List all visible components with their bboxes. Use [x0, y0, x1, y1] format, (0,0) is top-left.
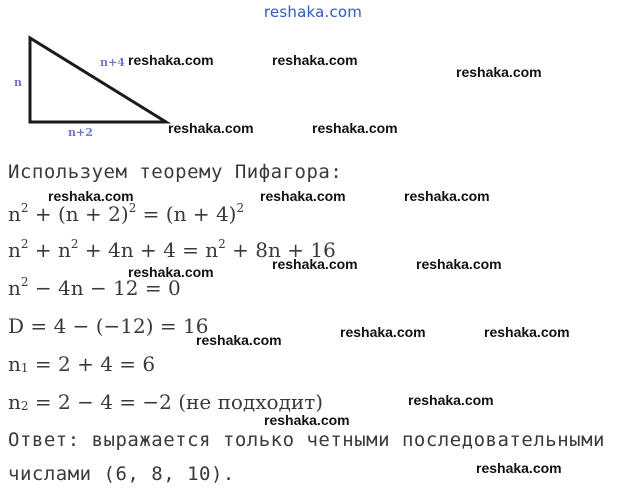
root2-var: n: [8, 390, 21, 414]
equation-root-2: [8, 390, 323, 414]
watermark: reshaka.com: [48, 188, 134, 204]
eq2-part: + 4n + 4 = n: [78, 238, 219, 262]
equation-3: [8, 276, 181, 300]
eq1-part: + (n + 2): [28, 202, 129, 226]
answer-line-1: Ответ: выражается только четными последовательными: [8, 429, 605, 451]
eq2-exp: 2: [70, 237, 79, 251]
equation-1: [8, 202, 244, 226]
equation-2: [8, 238, 336, 262]
watermark: reshaka.com: [408, 392, 494, 408]
eq1-exp: 2: [20, 201, 29, 215]
watermark: reshaka.com: [128, 264, 214, 280]
watermark: reshaka.com: [260, 188, 346, 204]
eq2-part: + n: [28, 238, 71, 262]
watermark: reshaka.com: [196, 332, 282, 348]
side-label-bottom: n+2: [68, 126, 93, 139]
eq1-exp: 2: [236, 201, 245, 215]
eq2-exp: 2: [20, 237, 29, 251]
root2-sub: 2: [20, 399, 29, 413]
eq3-part: − 4n − 12 = 0: [28, 276, 181, 300]
root1-var: n: [8, 352, 21, 376]
root1-sub: 1: [20, 361, 29, 375]
watermark: reshaka.com: [264, 412, 350, 428]
answer-line-2: числами (6, 8, 10).: [8, 463, 235, 485]
watermark: reshaka.com: [416, 256, 502, 272]
eq1-part: n: [8, 202, 21, 226]
eq2-part: n: [8, 238, 21, 262]
side-label-left: n: [14, 76, 22, 89]
watermark: reshaka.com: [340, 324, 426, 340]
eq1-exp: 2: [128, 201, 137, 215]
watermark: reshaka.com: [312, 120, 398, 136]
intro-text: Используем теорему Пифагора:: [8, 161, 343, 183]
eq2-part: + 8n + 16: [225, 238, 336, 262]
watermark: reshaka.com: [168, 120, 254, 136]
triangle-figure: [8, 30, 188, 142]
eq2-exp: 2: [218, 237, 226, 251]
watermark: reshaka.com: [476, 460, 562, 476]
watermark: reshaka.com: [404, 188, 490, 204]
eq1-part: = (n + 4): [136, 202, 237, 226]
equation-root-1: [8, 352, 155, 376]
watermark: reshaka.com: [456, 64, 542, 80]
triangle-shape: [30, 38, 166, 122]
watermark: reshaka.com: [272, 256, 358, 272]
eq3-part: n: [8, 276, 21, 300]
watermark: reshaka.com: [128, 52, 214, 68]
side-label-hypotenuse: n+4: [100, 56, 125, 69]
equation-discriminant: D = 4 − (−12) = 16: [8, 314, 209, 338]
watermark: reshaka.com: [484, 324, 570, 340]
site-brand[interactable]: reshaka.com: [263, 3, 363, 21]
root2-value: = 2 − 4 = −2 (не подходит): [28, 390, 324, 414]
eq3-exp: 2: [20, 275, 29, 289]
watermark: reshaka.com: [272, 52, 358, 68]
root1-value: = 2 + 4 = 6: [28, 352, 156, 376]
